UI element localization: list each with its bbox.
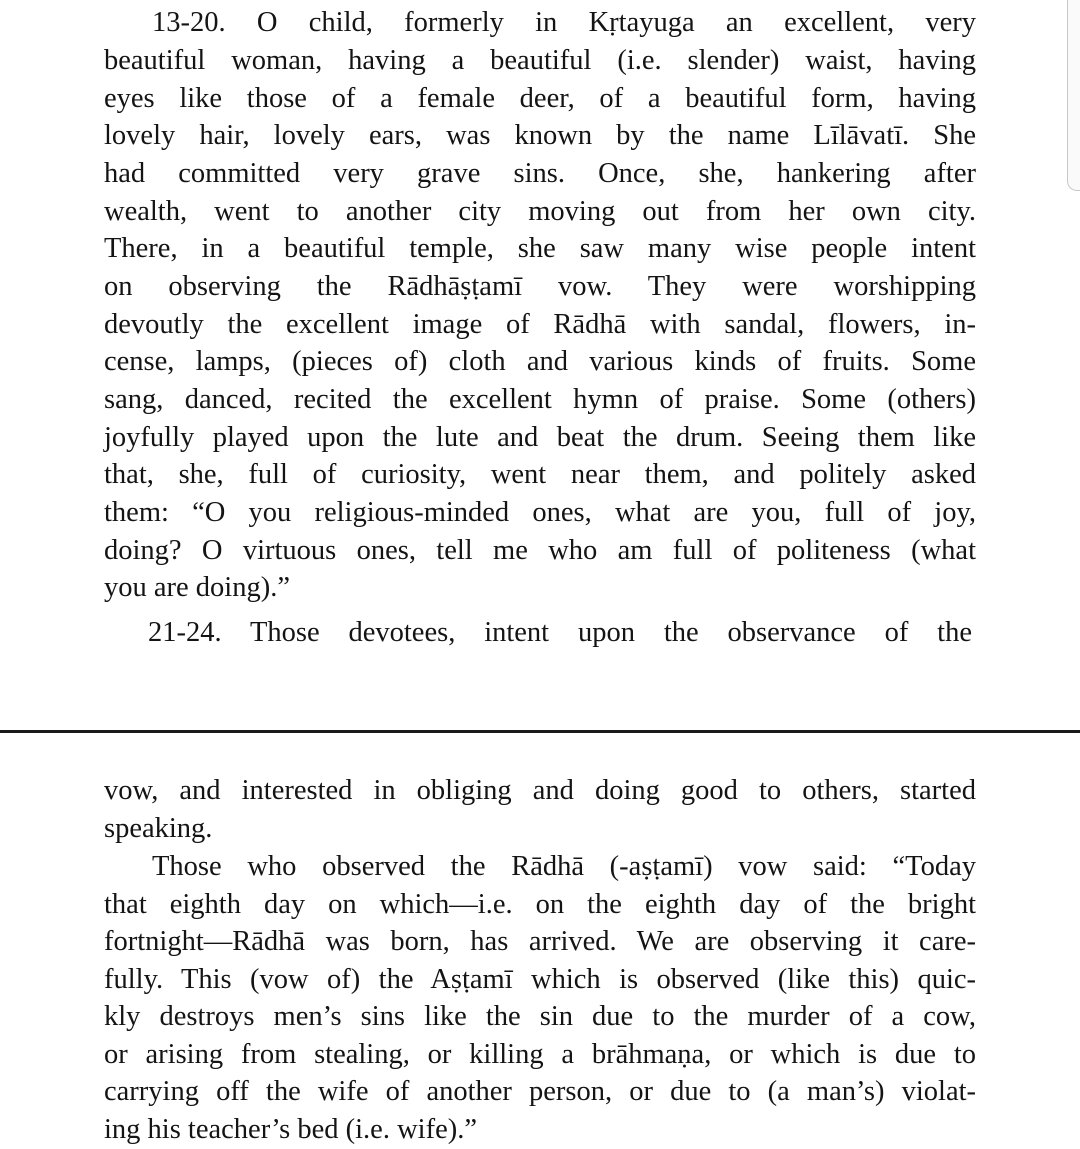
paragraph-13-20-line-6: wealth, went to another city moving out from her own city. — [104, 196, 976, 227]
paragraph-13-20-line-5: had committed very grave sins. Once, she, hankering after — [104, 158, 976, 189]
scroll-edge-handle[interactable] — [1067, 0, 1080, 191]
paragraph-13-20-line-7: There, in a beautiful temple, she saw many wise people intent — [104, 233, 976, 264]
speech-paragraph-line-8: ing his teacher’s bed (i.e. wife).” — [104, 1114, 477, 1145]
bottom-page — [0, 734, 1080, 1148]
paragraph-13-20-line-13: that, she, full of curiosity, went near them, and politely asked — [104, 459, 976, 490]
speech-paragraph-line-4: fully. This (vow of) the Aṣṭamī which is observed (like this) quic- — [104, 964, 976, 995]
page-divider — [0, 730, 1080, 733]
paragraph-21-24-line-3: speaking. — [104, 813, 213, 844]
speech-paragraph-line-2: that eighth day on which—i.e. on the eighth day of the bright — [104, 889, 976, 920]
paragraph-13-20-line-4: lovely hair, lovely ears, was known by the name Līlāvatī. She — [104, 120, 976, 151]
speech-paragraph-line-6: or arising from stealing, or killing a brāhmaṇa, or which is due to — [104, 1039, 976, 1070]
paragraph-13-20-line-1: 13-20. O child, formerly in Kṛtayuga an excellent, very — [152, 7, 976, 38]
paragraph-13-20-line-11: sang, danced, recited the excellent hymn of praise. Some (others) — [104, 384, 976, 415]
paragraph-13-20-line-9: devoutly the excellent image of Rādhā with sandal, flowers, in- — [104, 309, 976, 340]
paragraph-21-24-line-2: vow, and interested in obliging and doing good to others, started — [104, 775, 976, 806]
speech-paragraph-line-1: Those who observed the Rādhā (-aṣṭamī) vow said: “Today — [152, 851, 976, 882]
paragraph-13-20-line-2: beautiful woman, having a beautiful (i.e. slender) waist, having — [104, 45, 976, 76]
paragraph-13-20-line-16: you are doing).” — [104, 572, 290, 603]
paragraph-13-20-line-15: doing? O virtuous ones, tell me who am full of politeness (what — [104, 535, 976, 566]
paragraph-13-20-line-8: on observing the Rādhāṣṭamī vow. They were worshipping — [104, 271, 976, 302]
paragraph-21-24-line-1: 21-24. Those devotees, intent upon the observance of the — [148, 617, 972, 648]
speech-paragraph-line-3: fortnight—Rādhā was born, has arrived. We are observing it care- — [104, 926, 976, 957]
speech-paragraph-line-5: kly destroys men’s sins like the sin due to the murder of a cow, — [104, 1001, 976, 1032]
paragraph-13-20-line-3: eyes like those of a female deer, of a beautiful form, having — [104, 83, 976, 114]
speech-paragraph-line-7: carrying off the wife of another person, or due to (a man’s) violat- — [104, 1076, 976, 1107]
paragraph-13-20-line-10: cense, lamps, (pieces of) cloth and various kinds of fruits. Some — [104, 346, 976, 377]
paragraph-13-20-line-14: them: “O you religious-minded ones, what are you, full of joy, — [104, 497, 976, 528]
paragraph-13-20-line-12: joyfully played upon the lute and beat the drum. Seeing them like — [104, 422, 976, 453]
